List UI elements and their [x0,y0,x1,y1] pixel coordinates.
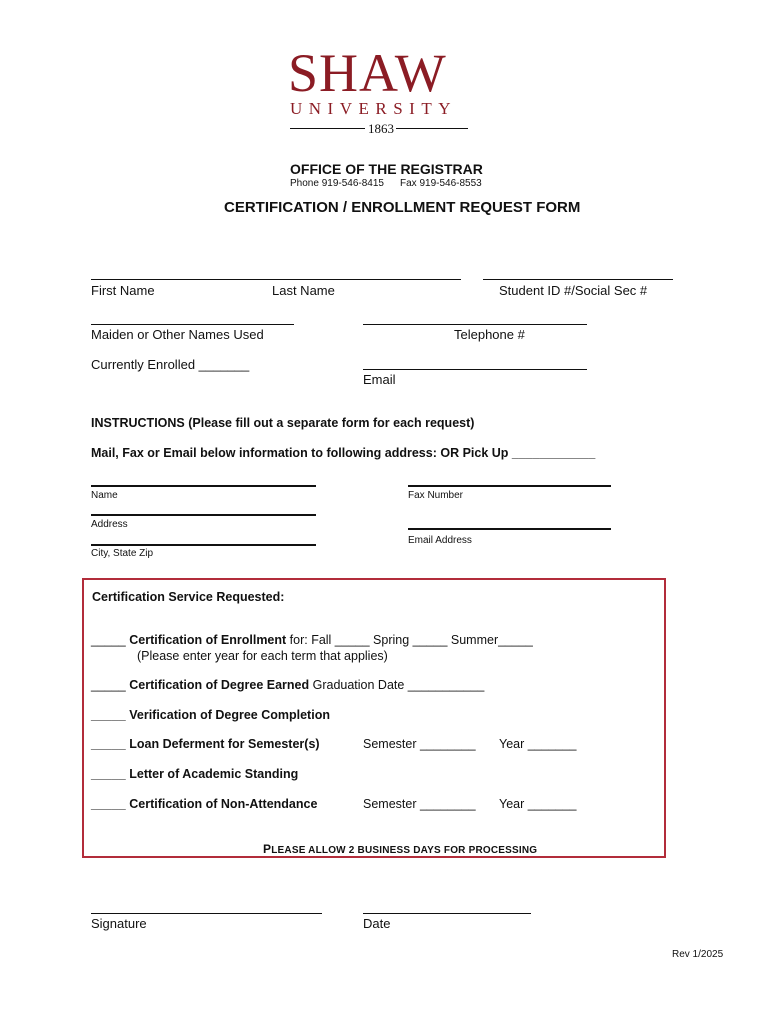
email-label: Email [363,372,396,387]
telephone-label: Telephone # [454,327,525,342]
maiden-name-label: Maiden or Other Names Used [91,327,264,342]
non-attendance-semester-field[interactable]: Semester ________ [363,797,476,811]
loan-deferment-row[interactable]: _____ Loan Deferment for Semester(s) [91,737,320,751]
form-title: CERTIFICATION / ENROLLMENT REQUEST FORM [224,199,581,216]
currently-enrolled-field[interactable]: Currently Enrolled _______ [91,357,250,372]
mail-instructions[interactable]: Mail, Fax or Email below information to following address: OR Pick Up ____________ [91,446,596,460]
academic-standing-row[interactable]: _____ Letter of Academic Standing [91,767,299,781]
instructions-title: INSTRUCTIONS (Please fill out a separate form for each request) [91,416,475,430]
verification-row[interactable]: _____ Verification of Degree Completion [91,708,330,722]
address-name-label: Name [91,490,118,501]
first-name-label: First Name [91,283,155,298]
office-title: OFFICE OF THE REGISTRAR [290,161,483,177]
logo-rule-left [290,128,365,129]
graduation-date-field: Graduation Date ___________ [309,678,485,692]
enrollment-terms: for: Fall _____ Spring _____ Summer_____ [286,633,533,647]
address-name-line[interactable] [91,485,316,487]
signature-line[interactable] [91,913,322,914]
processing-notice [263,842,537,856]
enrollment-note: (Please enter year for each term that applies) [137,649,388,663]
maiden-name-line[interactable] [91,324,294,325]
enrollment-certification-row[interactable] [91,633,533,647]
fax-number: Fax 919-546-8553 [400,178,482,189]
enrollment-blank: _____ [91,633,130,647]
loan-year-field[interactable]: Year _______ [499,737,577,751]
signature-label: Signature [91,916,147,931]
email-address-line[interactable] [408,528,611,530]
logo-year: 1863 [368,121,394,136]
telephone-line[interactable] [363,324,587,325]
fax-number-line[interactable] [408,485,611,487]
logo-rule-right [396,128,468,129]
fax-number-label: Fax Number [408,490,464,501]
revision-label: Rev 1/2025 [672,949,724,960]
city-state-zip-line[interactable] [91,544,316,546]
degree-earned-blank: _____ [91,678,130,692]
phone-number: Phone 919-546-8415 [290,178,384,189]
degree-earned-row[interactable] [91,678,484,692]
student-id-line[interactable] [483,279,673,280]
email-address-label: Email Address [408,535,472,546]
date-label: Date [363,916,391,931]
date-line[interactable] [363,913,531,914]
logo-university: UNIVERSITY [290,99,457,118]
non-attendance-row[interactable]: _____ Certification of Non-Attendance [91,797,318,811]
processing-notice-text: LEASE ALLOW 2 BUSINESS DAYS FOR PROCESSING [271,845,538,856]
city-state-zip-label: City, State Zip [91,548,154,559]
email-line[interactable] [363,369,587,370]
address-label: Address [91,519,128,530]
service-heading: Certification Service Requested: [92,590,285,604]
logo-wordmark: SHAW [288,43,447,103]
loan-semester-field[interactable]: Semester ________ [363,737,476,751]
enrollment-label: Certification of Enrollment [129,633,287,647]
non-attendance-year-field[interactable]: Year _______ [499,797,577,811]
last-name-label: Last Name [272,283,335,298]
student-id-label: Student ID #/Social Sec # [499,283,648,298]
name-line[interactable] [91,279,461,280]
processing-notice-initial: P [263,842,272,856]
address-line[interactable] [91,514,316,516]
degree-earned-label: Certification of Degree Earned [129,678,310,692]
